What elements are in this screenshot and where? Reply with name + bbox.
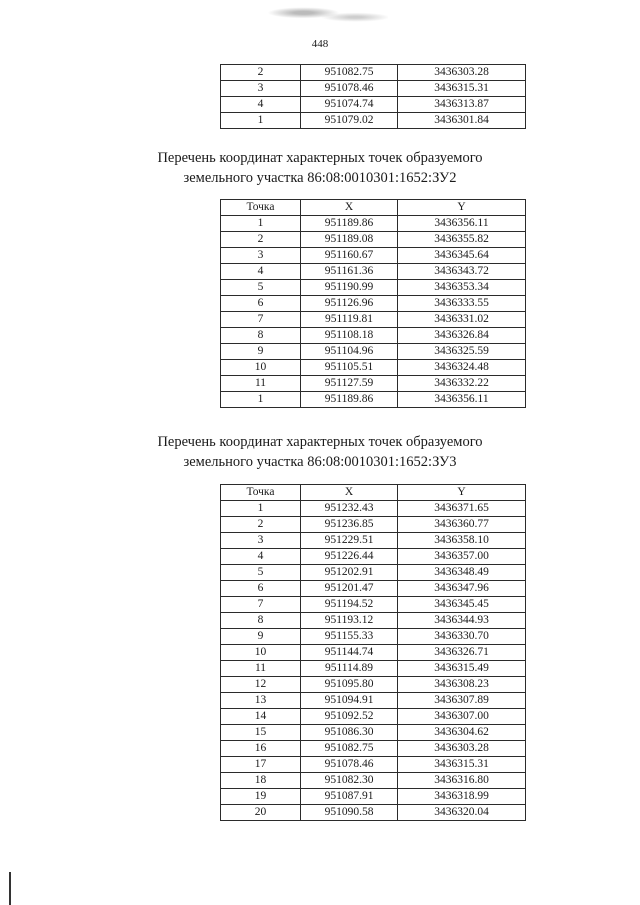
cell-x-coordinate: 951226.44: [301, 549, 398, 565]
cell-y-coordinate: 3436343.72: [398, 264, 526, 280]
cell-x-coordinate: 951082.30: [301, 773, 398, 789]
cell-y-coordinate: 3436357.00: [398, 549, 526, 565]
cell-y-coordinate: 3436307.00: [398, 709, 526, 725]
column-header-point: Точка: [221, 200, 301, 216]
column-header-x: X: [301, 485, 398, 501]
cell-y-coordinate: 3436355.82: [398, 232, 526, 248]
table-row: [221, 661, 526, 677]
cell-x-coordinate: 951160.67: [301, 248, 398, 264]
cell-x-coordinate: 951074.74: [301, 97, 398, 113]
section-heading-zu2: [0, 148, 640, 188]
cell-x-coordinate: 951090.58: [301, 805, 398, 821]
cell-x-coordinate: 951079.02: [301, 113, 398, 129]
cell-y-coordinate: 3436332.22: [398, 376, 526, 392]
cell-y-coordinate: 3436353.34: [398, 280, 526, 296]
cell-y-coordinate: 3436358.10: [398, 533, 526, 549]
cell-y-coordinate: 3436315.49: [398, 661, 526, 677]
cell-x-coordinate: 951229.51: [301, 533, 398, 549]
cell-x-coordinate: 951193.12: [301, 613, 398, 629]
cell-point-number: 11: [221, 376, 301, 392]
section-heading-zu3: [0, 432, 640, 472]
table-row: [221, 97, 526, 113]
table-row: [221, 549, 526, 565]
cell-point-number: 12: [221, 677, 301, 693]
cell-y-coordinate: 3436304.62: [398, 725, 526, 741]
cell-x-coordinate: 951095.80: [301, 677, 398, 693]
table-header-row: [221, 200, 526, 216]
column-header-y: Y: [398, 485, 526, 501]
cell-x-coordinate: 951082.75: [301, 65, 398, 81]
cell-point-number: 9: [221, 344, 301, 360]
table-row: [221, 248, 526, 264]
cell-x-coordinate: 951202.91: [301, 565, 398, 581]
cell-y-coordinate: 3436326.71: [398, 645, 526, 661]
cell-y-coordinate: 3436303.28: [398, 65, 526, 81]
cell-y-coordinate: 3436371.65: [398, 501, 526, 517]
table-row: [221, 232, 526, 248]
cell-y-coordinate: 3436308.23: [398, 677, 526, 693]
cell-x-coordinate: 951127.59: [301, 376, 398, 392]
table-row: [221, 805, 526, 821]
cell-y-coordinate: 3436301.84: [398, 113, 526, 129]
table-row: [221, 677, 526, 693]
cell-x-coordinate: 951126.96: [301, 296, 398, 312]
cell-point-number: 19: [221, 789, 301, 805]
table-row: [221, 741, 526, 757]
cell-y-coordinate: 3436356.11: [398, 216, 526, 232]
coordinates-table-continued: [220, 64, 526, 129]
cell-x-coordinate: 951144.74: [301, 645, 398, 661]
heading-line: Перечень координат характерных точек образуемого: [157, 434, 483, 450]
heading-line: земельного участка 86:08:0010301:1652:ЗУ2: [183, 170, 457, 186]
cell-point-number: 18: [221, 773, 301, 789]
table-row: [221, 725, 526, 741]
cell-point-number: 5: [221, 280, 301, 296]
cell-y-coordinate: 3436315.31: [398, 757, 526, 773]
cell-x-coordinate: 951190.99: [301, 280, 398, 296]
cell-point-number: 1: [221, 392, 301, 408]
table-row: [221, 629, 526, 645]
cell-point-number: 13: [221, 693, 301, 709]
page-number: 448: [311, 38, 329, 50]
table-row: [221, 264, 526, 280]
column-header-y: Y: [398, 200, 526, 216]
cell-x-coordinate: 951236.85: [301, 517, 398, 533]
scan-artifact: [258, 4, 388, 26]
cell-y-coordinate: 3436307.89: [398, 693, 526, 709]
cell-point-number: 14: [221, 709, 301, 725]
cell-x-coordinate: 951086.30: [301, 725, 398, 741]
cell-point-number: 8: [221, 328, 301, 344]
cell-x-coordinate: 951087.91: [301, 789, 398, 805]
cell-x-coordinate: 951189.86: [301, 392, 398, 408]
table-row: [221, 597, 526, 613]
cell-point-number: 6: [221, 296, 301, 312]
cell-y-coordinate: 3436345.64: [398, 248, 526, 264]
table-row: [221, 81, 526, 97]
cell-y-coordinate: 3436331.02: [398, 312, 526, 328]
cell-point-number: 11: [221, 661, 301, 677]
cell-x-coordinate: 951114.89: [301, 661, 398, 677]
cell-x-coordinate: 951078.46: [301, 81, 398, 97]
table-row: [221, 216, 526, 232]
cell-y-coordinate: 3436330.70: [398, 629, 526, 645]
cell-y-coordinate: 3436333.55: [398, 296, 526, 312]
table-row: [221, 613, 526, 629]
cell-y-coordinate: 3436326.84: [398, 328, 526, 344]
cell-x-coordinate: 951078.46: [301, 757, 398, 773]
cell-point-number: 7: [221, 597, 301, 613]
cell-x-coordinate: 951092.52: [301, 709, 398, 725]
cell-y-coordinate: 3436347.96: [398, 581, 526, 597]
cell-x-coordinate: 951105.51: [301, 360, 398, 376]
table-row: [221, 773, 526, 789]
cell-y-coordinate: 3436344.93: [398, 613, 526, 629]
table-row: [221, 296, 526, 312]
cell-point-number: 10: [221, 360, 301, 376]
heading-line: Перечень координат характерных точек образуемого: [157, 150, 483, 166]
cell-y-coordinate: 3436356.11: [398, 392, 526, 408]
table-header-row: [221, 485, 526, 501]
table-row: [221, 645, 526, 661]
table-row: [221, 328, 526, 344]
cell-point-number: 2: [221, 517, 301, 533]
cell-point-number: 1: [221, 216, 301, 232]
cell-x-coordinate: 951119.81: [301, 312, 398, 328]
table-row: [221, 392, 526, 408]
table-row: [221, 312, 526, 328]
cell-point-number: 3: [221, 248, 301, 264]
table-row: [221, 693, 526, 709]
table-row: [221, 65, 526, 81]
cell-y-coordinate: 3436348.49: [398, 565, 526, 581]
table-row: [221, 113, 526, 129]
cell-point-number: 4: [221, 264, 301, 280]
cell-point-number: 8: [221, 613, 301, 629]
cell-y-coordinate: 3436315.31: [398, 81, 526, 97]
heading-line: земельного участка 86:08:0010301:1652:ЗУ3: [183, 454, 457, 470]
cell-x-coordinate: 951189.86: [301, 216, 398, 232]
table-row: [221, 280, 526, 296]
cell-x-coordinate: 951232.43: [301, 501, 398, 517]
column-header-point: Точка: [221, 485, 301, 501]
cell-x-coordinate: 951201.47: [301, 581, 398, 597]
cell-y-coordinate: 3436313.87: [398, 97, 526, 113]
table-row: [221, 533, 526, 549]
coordinates-table-zu3: [220, 484, 526, 821]
cell-y-coordinate: 3436324.48: [398, 360, 526, 376]
table-row: [221, 344, 526, 360]
cell-x-coordinate: 951104.96: [301, 344, 398, 360]
cell-x-coordinate: 951094.91: [301, 693, 398, 709]
table-row: [221, 517, 526, 533]
cell-y-coordinate: 3436316.80: [398, 773, 526, 789]
table-row: [221, 581, 526, 597]
table-row: [221, 565, 526, 581]
cell-point-number: 6: [221, 581, 301, 597]
coordinates-table-zu2: [220, 199, 526, 408]
cell-point-number: 2: [221, 65, 301, 81]
table-row: [221, 789, 526, 805]
cell-y-coordinate: 3436325.59: [398, 344, 526, 360]
table-row: [221, 360, 526, 376]
cell-x-coordinate: 951155.33: [301, 629, 398, 645]
cell-x-coordinate: 951194.52: [301, 597, 398, 613]
column-header-x: X: [301, 200, 398, 216]
cell-y-coordinate: 3436320.04: [398, 805, 526, 821]
cell-y-coordinate: 3436318.99: [398, 789, 526, 805]
cell-point-number: 1: [221, 501, 301, 517]
cell-point-number: 16: [221, 741, 301, 757]
cell-y-coordinate: 3436360.77: [398, 517, 526, 533]
cell-y-coordinate: 3436303.28: [398, 741, 526, 757]
cell-point-number: 17: [221, 757, 301, 773]
table-row: [221, 757, 526, 773]
cell-point-number: 4: [221, 549, 301, 565]
cell-point-number: 5: [221, 565, 301, 581]
table-row: [221, 376, 526, 392]
cell-point-number: 4: [221, 97, 301, 113]
cell-point-number: 2: [221, 232, 301, 248]
cell-point-number: 10: [221, 645, 301, 661]
cell-x-coordinate: 951161.36: [301, 264, 398, 280]
cell-point-number: 20: [221, 805, 301, 821]
cell-point-number: 1: [221, 113, 301, 129]
cell-y-coordinate: 3436345.45: [398, 597, 526, 613]
cell-x-coordinate: 951082.75: [301, 741, 398, 757]
cell-point-number: 15: [221, 725, 301, 741]
cell-point-number: 9: [221, 629, 301, 645]
cell-point-number: 3: [221, 81, 301, 97]
table-row: [221, 501, 526, 517]
cell-x-coordinate: 951108.18: [301, 328, 398, 344]
table-row: [221, 709, 526, 725]
cell-point-number: 7: [221, 312, 301, 328]
cell-point-number: 3: [221, 533, 301, 549]
scan-artifact: [9, 872, 11, 905]
cell-x-coordinate: 951189.08: [301, 232, 398, 248]
